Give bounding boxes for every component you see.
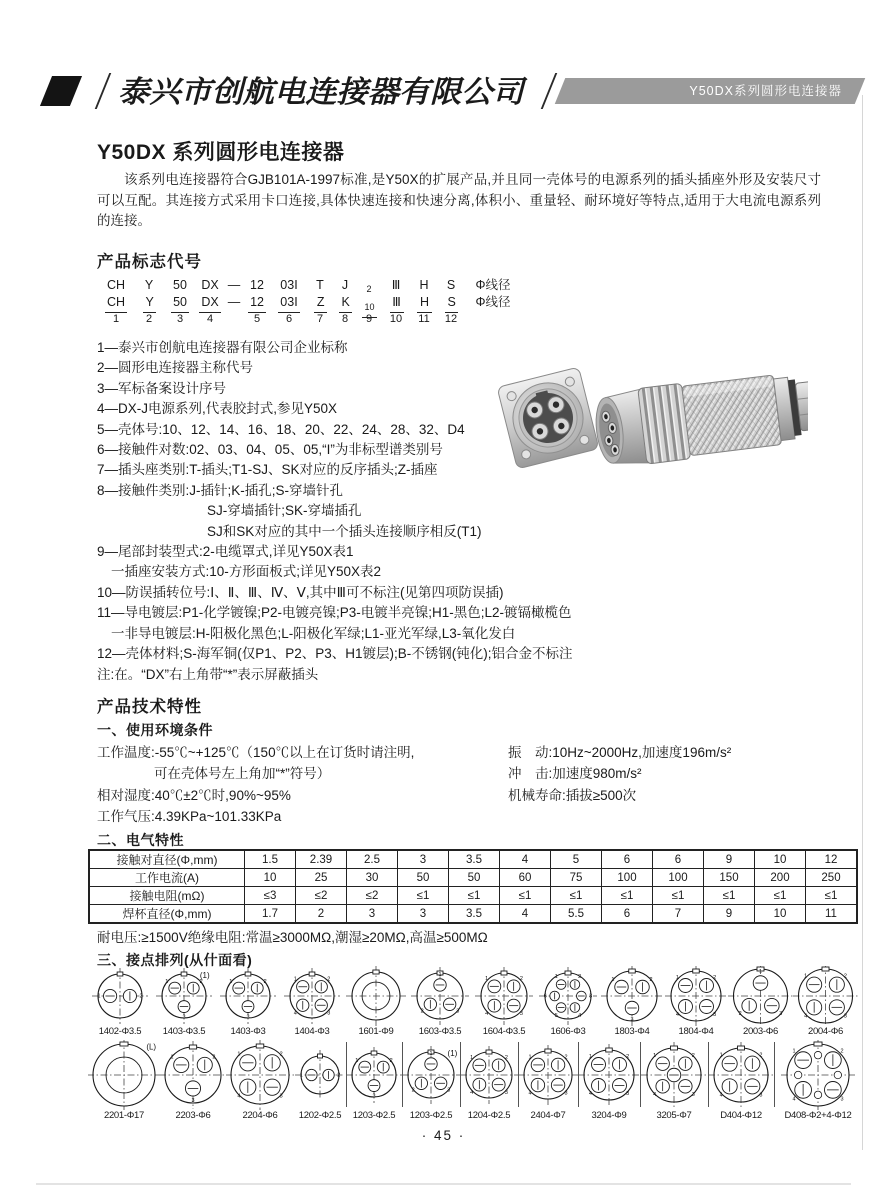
svg-text:3: 3 <box>504 1089 508 1096</box>
table-cell: 6 <box>602 850 653 869</box>
env-conditions-heading: 一、使用环境条件 <box>97 722 213 738</box>
svg-text:5: 5 <box>554 1013 558 1020</box>
legend-line: 一非导电镀层:H-阳极化黑色;L-阳极化军绿;L1-亚光军绿,L3-氧化发白 <box>111 625 516 641</box>
svg-text:2: 2 <box>626 1053 630 1060</box>
svg-text:(1): (1) <box>199 970 210 980</box>
contact-arrangement-icon <box>408 966 472 1026</box>
legend-line: 一插座安装方式:10-方形面板式;详见Y50X表2 <box>111 564 382 580</box>
table-cell: ≤1 <box>398 887 449 905</box>
table-cell: 2 <box>296 905 347 924</box>
contact-arrangement-icon <box>793 966 858 1026</box>
svg-text:3: 3 <box>843 1013 847 1020</box>
svg-text:2: 2 <box>840 1048 844 1055</box>
svg-text:(1): (1) <box>447 1049 458 1059</box>
header-slant-line-left <box>95 73 112 109</box>
table-cell: 6 <box>653 850 704 869</box>
table-cell: 6 <box>602 905 653 924</box>
svg-text:1: 1 <box>675 974 679 981</box>
svg-text:3: 3 <box>564 1090 568 1097</box>
table-cell: 150 <box>704 869 755 887</box>
svg-text:2: 2 <box>263 978 267 985</box>
table-cell: ≤1 <box>551 887 602 905</box>
electrical-characteristics-table <box>88 849 858 924</box>
svg-text:4: 4 <box>293 1010 297 1017</box>
table-cell: ≤1 <box>449 887 500 905</box>
table-row <box>89 869 857 887</box>
env-line: 相对湿度:40℃±2℃时,90%~95% <box>97 787 291 803</box>
contact-arrangement-icon <box>708 1040 774 1110</box>
contact-diagram-label: 3204-Φ9 <box>591 1110 627 1121</box>
table-cell: 9 <box>704 905 755 924</box>
code-column: DX DX 4 <box>201 278 219 325</box>
contact-diagram <box>226 1040 294 1121</box>
env-line: 冲 击:加速度980m/s² <box>508 766 642 782</box>
env-line: 工作温度:-55℃~+125℃（150℃以上在订货时请注明, <box>97 745 415 760</box>
contact-diagram <box>664 966 728 1037</box>
legend-line: 12—壳体材料;S-海军铜(仅P1、P2、P3、H1镀层);B-不锈钢(钝化);铝合金不标注 <box>97 646 573 662</box>
marking-section-heading: 产品标志代号 <box>97 253 202 271</box>
contact-diagram <box>346 1040 402 1121</box>
svg-text:3: 3 <box>519 1010 523 1017</box>
contact-diagram <box>774 1040 862 1121</box>
svg-text:3: 3 <box>447 1087 451 1094</box>
page-number: · 45 · <box>421 1128 466 1143</box>
intro-paragraph: 该系列电连接器符合GJB101A-1997标准,是Y50X的扩展产品,并且同一壳体号的电源系列的插头插座外形及安装尺寸可以互配。其连接方式采用卡口连接,具体快速连接和快速分离,体积小、重量轻、耐环境好等特点,适用于大电流电源系列的连接。 <box>97 172 821 228</box>
table-cell: 3 <box>398 850 449 869</box>
contact-diagram-label: 1803-Φ4 <box>614 1026 650 1037</box>
legend-line: 8—接触件类别:J-插针;K-插孔;S-穿墙针孔 <box>97 482 344 498</box>
contact-diagram <box>294 1040 346 1121</box>
table-cell: 11 <box>806 905 858 924</box>
contact-diagram-label: 1604-Φ3.5 <box>482 1026 526 1037</box>
table-cell: 10 <box>245 869 296 887</box>
svg-text:3: 3 <box>246 1014 250 1021</box>
table-cell: ≤1 <box>755 887 806 905</box>
contact-arrangement-icon <box>640 1040 708 1110</box>
code-column: Φ线径 Φ线径 <box>475 278 511 309</box>
contact-arrangement-icon <box>88 966 152 1026</box>
contact-diagram-label: 2201-Φ17 <box>103 1110 145 1121</box>
svg-text:2: 2 <box>691 1053 695 1060</box>
svg-text:3: 3 <box>713 1012 717 1019</box>
env-line: 工作气压:4.39KPa~101.33KPa <box>97 808 282 824</box>
table-cell: 50 <box>398 869 449 887</box>
svg-text:3: 3 <box>626 1091 630 1098</box>
svg-text:4: 4 <box>470 1089 474 1096</box>
electrical-heading: 二、电气特性 <box>97 832 184 848</box>
contact-diagram-label: 1203-Φ2.5 <box>409 1110 453 1121</box>
contact-diagram <box>88 1040 160 1121</box>
table-cell: 4 <box>500 850 551 869</box>
svg-text:2: 2 <box>738 1010 742 1017</box>
table-cell: 50 <box>449 869 500 887</box>
contact-arrangement-icon <box>518 1040 578 1110</box>
scan-edge-bottom <box>36 1183 851 1185</box>
svg-text:4: 4 <box>675 1012 679 1019</box>
code-column: 2 10 9 <box>357 277 381 326</box>
table-cell: ≤1 <box>704 887 755 905</box>
svg-text:1: 1 <box>165 978 169 985</box>
contact-diagram <box>600 966 664 1037</box>
code-column: 03I 03I 6 <box>280 278 298 325</box>
withstand-voltage-note: 耐电压:≥1500V绝缘电阻:常温≥3000MΩ,潮湿≥20MΩ,高温≥500MΩ <box>97 930 488 945</box>
contact-arrangement-icon <box>578 1040 640 1110</box>
contact-diagram <box>640 1040 708 1121</box>
table-cell: 100 <box>602 869 653 887</box>
contact-arrangement-icon <box>344 966 408 1026</box>
table-cell: 4 <box>500 905 551 924</box>
svg-text:2: 2 <box>337 1072 341 1079</box>
contact-arrangement-icon <box>460 1040 518 1110</box>
svg-text:3: 3 <box>191 1098 195 1104</box>
env-line: 可在壳体号左上角加“*”符号） <box>154 766 331 782</box>
marking-code-diagram <box>99 277 521 326</box>
contact-arrangement-icon <box>160 1040 226 1110</box>
svg-text:4: 4 <box>719 1092 723 1099</box>
contact-diagram <box>472 966 536 1037</box>
contact-diagram-label: 2203-Φ6 <box>175 1110 211 1121</box>
contact-arrangement-icon <box>280 966 344 1026</box>
svg-text:1: 1 <box>485 976 489 983</box>
table-cell: 250 <box>806 869 858 887</box>
svg-text:3: 3 <box>691 1091 695 1098</box>
contact-arrangement-icon <box>600 966 664 1026</box>
legend-line: 9—尾部封装型式:2-电缆罩式,详见Y50X表1 <box>97 544 354 560</box>
contact-diagram <box>518 1040 578 1121</box>
svg-text:2: 2 <box>843 973 847 980</box>
table-cell: 2.39 <box>296 850 347 869</box>
env-conditions-right <box>508 742 731 806</box>
svg-text:1: 1 <box>758 968 763 975</box>
table-cell: 3.5 <box>449 850 500 869</box>
svg-text:1: 1 <box>299 1072 303 1079</box>
svg-text:2: 2 <box>564 1054 568 1061</box>
table-cell: 100 <box>653 869 704 887</box>
svg-text:4: 4 <box>237 1093 241 1100</box>
contact-diagram-label: 1402-Φ3.5 <box>98 1026 142 1037</box>
table-cell: 25 <box>296 869 347 887</box>
contact-diagram <box>708 1040 774 1121</box>
contact-diagram <box>460 1040 518 1121</box>
code-column: CH CH 1 <box>106 278 126 325</box>
contact-diagram-label: 1403-Φ3 <box>230 1026 266 1037</box>
svg-text:2: 2 <box>649 977 653 984</box>
contact-diagram <box>728 966 793 1037</box>
table-row <box>89 905 857 924</box>
legend-line: 2—圆形电连接器主称代号 <box>97 360 254 376</box>
row-label: 焊杯直径(Φ,mm) <box>89 905 245 924</box>
contact-diagram-label: 1404-Φ3 <box>294 1026 330 1037</box>
contact-arrangement-icon <box>346 1040 402 1110</box>
svg-text:1: 1 <box>653 1053 657 1060</box>
table-cell: 3.5 <box>449 905 500 924</box>
svg-text:1: 1 <box>429 1050 433 1057</box>
contact-diagram-label: D408-Φ2+4-Φ12 <box>784 1110 852 1121</box>
svg-text:1: 1 <box>792 1048 796 1055</box>
svg-text:1: 1 <box>237 1051 241 1058</box>
tech-section-heading: 产品技术特性 <box>97 698 202 716</box>
row-label: 接触电阻(mΩ) <box>89 887 245 905</box>
contact-arrangement-icon <box>88 1040 160 1110</box>
legend-line: 1—泰兴市创航电连接器有限公司企业标称 <box>97 340 348 355</box>
table-cell: ≤1 <box>500 887 551 905</box>
env-conditions-left <box>97 742 414 827</box>
svg-text:2: 2 <box>759 1052 763 1059</box>
svg-text:1: 1 <box>611 977 615 984</box>
svg-text:2: 2 <box>504 1055 508 1062</box>
table-cell: 30 <box>347 869 398 887</box>
table-cell: 75 <box>551 869 602 887</box>
svg-text:4: 4 <box>653 1091 657 1098</box>
svg-text:1: 1 <box>293 976 297 983</box>
svg-text:2: 2 <box>212 1054 216 1061</box>
table-cell: ≤3 <box>245 887 296 905</box>
contact-diagram <box>578 1040 640 1121</box>
svg-text:1: 1 <box>470 1055 474 1062</box>
legend-line: 3—军标备案设计序号 <box>97 380 227 396</box>
contact-arrangement-icon <box>294 1040 346 1110</box>
svg-text:4: 4 <box>792 1096 796 1103</box>
svg-text:3: 3 <box>840 1096 844 1103</box>
table-cell: 3 <box>347 905 398 924</box>
contact-diagram-label: 2404-Φ7 <box>530 1110 566 1121</box>
code-column: Ⅲ Ⅲ 10 <box>389 278 403 325</box>
code-column: Y Y 2 <box>133 277 165 326</box>
svg-text:4: 4 <box>485 1010 489 1017</box>
svg-text:1: 1 <box>554 973 558 980</box>
contact-diagram <box>344 966 408 1037</box>
svg-text:4: 4 <box>528 1090 532 1097</box>
contact-arrangement-icon <box>402 1040 460 1110</box>
contact-diagram-label: 1606-Φ3 <box>550 1026 586 1037</box>
contact-diagram <box>152 966 216 1037</box>
connector-photo-illustration <box>476 350 808 490</box>
contact-diagram <box>216 966 280 1037</box>
code-column: 12 12 5 <box>243 277 271 326</box>
svg-text:2: 2 <box>420 1008 424 1015</box>
series-badge: Y50DX系列圆形电连接器 <box>689 84 842 98</box>
plug-photo <box>592 367 808 470</box>
receptacle-photo <box>497 367 599 469</box>
contact-arrangement-icon <box>152 966 216 1026</box>
contact-diagram-label: 1204-Φ2.5 <box>467 1110 511 1121</box>
svg-text:2: 2 <box>411 1087 415 1094</box>
contact-diagram <box>88 966 152 1037</box>
contact-diagrams-row1 <box>88 966 858 1037</box>
contact-diagram <box>408 966 472 1037</box>
svg-text:3: 3 <box>589 993 593 1000</box>
svg-text:2: 2 <box>519 976 523 983</box>
code-column: T Z 7 <box>307 277 333 326</box>
svg-text:1: 1 <box>229 978 233 985</box>
contact-diagram-label: 1403-Φ3.5 <box>162 1026 206 1037</box>
contact-arrangement-icon <box>536 966 600 1026</box>
legend-line: 11—导电镀层:P1-化学镀镍;P2-电镀亮镍;P3-电镀半亮镍;H1-黑色;L2-镀镉橄榄色 <box>97 605 572 621</box>
svg-text:2: 2 <box>139 993 143 1000</box>
svg-text:1: 1 <box>528 1054 532 1061</box>
svg-text:1: 1 <box>170 1054 174 1061</box>
table-cell: 3 <box>398 905 449 924</box>
legend-line: 4—DX-J电源系列,代表胶封式,参见Y50X <box>97 401 338 417</box>
contact-diagram-label: 1202-Φ2.5 <box>298 1110 342 1121</box>
table-cell: ≤2 <box>296 887 347 905</box>
company-name: 泰兴市创航电连接器有限公司 <box>118 76 524 109</box>
svg-text:3: 3 <box>372 1093 376 1100</box>
contact-diagrams-row2 <box>88 1040 862 1121</box>
svg-text:3: 3 <box>182 1014 186 1021</box>
page-header <box>40 76 862 109</box>
legend-line: SJ和SK对应的其中一个插头连接顺序相反(T1) <box>207 523 482 539</box>
code-column: — — <box>227 278 241 309</box>
svg-text:3: 3 <box>759 1092 763 1099</box>
svg-text:1: 1 <box>438 971 442 978</box>
contact-arrangement-icon <box>472 966 536 1026</box>
table-cell: 200 <box>755 869 806 887</box>
table-cell: 1.5 <box>245 850 296 869</box>
svg-text:2: 2 <box>389 1057 393 1064</box>
code-column: J K 8 <box>333 277 357 326</box>
page-title: Y50DX 系列圆形电连接器 <box>97 141 345 164</box>
contact-diagram-label: 3205-Φ7 <box>656 1110 692 1121</box>
contact-diagram-label: 1601-Φ9 <box>358 1026 394 1037</box>
code-column: 50 50 3 <box>165 277 195 326</box>
legend-line: 5—壳体号:10、12、14、16、18、20、22、24、28、32、D4 <box>97 421 465 437</box>
svg-text:1: 1 <box>588 1053 592 1060</box>
svg-text:1: 1 <box>804 973 808 980</box>
env-line: 振 动:10Hz~2000Hz,加速度196m/s² <box>508 745 732 760</box>
svg-text:(L): (L) <box>146 1042 157 1052</box>
contact-diagram-label: 2204-Φ6 <box>242 1110 278 1121</box>
contact-arrangement-icon <box>728 966 793 1026</box>
svg-text:2: 2 <box>279 1051 283 1058</box>
table-cell: 60 <box>500 869 551 887</box>
contact-diagram <box>536 966 600 1037</box>
svg-text:1: 1 <box>97 993 101 1000</box>
contact-arrangement-icon <box>774 1040 862 1110</box>
contact-diagram-label: D404-Φ12 <box>720 1110 762 1121</box>
svg-text:3: 3 <box>279 1093 283 1100</box>
table-cell: 1.7 <box>245 905 296 924</box>
svg-text:2: 2 <box>713 974 717 981</box>
legend-line: 10—防误插转位号:Ⅰ、Ⅱ、Ⅲ、Ⅳ、Ⅴ,其中Ⅲ可不标注(见第四项防误插) <box>97 584 504 600</box>
contact-diagram <box>402 1040 460 1121</box>
contact-diagram <box>280 966 344 1037</box>
legend-line: 7—插头座类别:T-插头;T1-SJ、SK对应的反序插头;Z-插座 <box>97 462 438 478</box>
contact-diagram-label: 1603-Φ3.5 <box>418 1026 462 1037</box>
table-cell: 10 <box>755 850 806 869</box>
table-row <box>89 850 857 869</box>
contact-diagram-label: 2004-Φ6 <box>807 1026 844 1037</box>
table-cell: ≤1 <box>602 887 653 905</box>
table-cell: ≤1 <box>653 887 704 905</box>
contact-arrangement-icon <box>226 1040 294 1110</box>
svg-text:4: 4 <box>578 1013 582 1020</box>
svg-text:2: 2 <box>578 973 582 980</box>
contact-diagram <box>793 966 858 1037</box>
contact-arrangement-icon <box>664 966 728 1026</box>
table-cell: 5 <box>551 850 602 869</box>
svg-text:1: 1 <box>719 1052 723 1059</box>
env-line: 机械寿命:插拔≥500次 <box>508 787 637 803</box>
table-row <box>89 887 857 905</box>
contact-diagram-label: 1804-Φ4 <box>678 1026 714 1037</box>
header-wedge-decoration <box>40 76 82 106</box>
table-cell: ≤1 <box>806 887 858 905</box>
svg-text:3: 3 <box>630 1016 634 1023</box>
svg-text:3: 3 <box>327 1010 331 1017</box>
legend-line: 注:在。“DX”右上角带“*”表示屏蔽插头 <box>97 666 319 682</box>
row-label: 工作电流(A) <box>89 869 245 887</box>
row-label: 接触对直径(Φ,mm) <box>89 850 245 869</box>
svg-text:2: 2 <box>327 976 331 983</box>
svg-text:1: 1 <box>355 1057 359 1064</box>
legend-line: 6—接触件对数:02、03、04、05、05,“I”为非标型谱类别号 <box>97 442 443 458</box>
svg-text:3: 3 <box>779 1010 783 1017</box>
code-column: S S 12 <box>444 278 458 325</box>
table-cell: 10 <box>755 905 806 924</box>
svg-text:6: 6 <box>543 993 547 1000</box>
contact-arrangement-icon <box>216 966 280 1026</box>
table-cell: 7 <box>653 905 704 924</box>
scan-edge-right <box>862 95 863 1150</box>
contact-diagram <box>160 1040 226 1121</box>
svg-text:3: 3 <box>456 1008 460 1015</box>
svg-text:4: 4 <box>588 1091 592 1098</box>
contact-arrangement-heading: 三、接点排列(从什面看) <box>97 952 253 968</box>
table-cell: 9 <box>704 850 755 869</box>
code-column: H H 11 <box>418 278 430 325</box>
table-cell: 2.5 <box>347 850 398 869</box>
svg-text:2: 2 <box>199 978 203 985</box>
product-photo <box>476 350 808 495</box>
contact-diagram-label: 1203-Φ2.5 <box>352 1110 396 1121</box>
table-cell: 12 <box>806 850 858 869</box>
contact-diagram-label: 2003-Φ6 <box>742 1026 779 1037</box>
table-cell: 5.5 <box>551 905 602 924</box>
table-cell: ≤2 <box>347 887 398 905</box>
legend-line: SJ-穿墙插针;SK-穿墙插孔 <box>207 503 362 519</box>
svg-text:4: 4 <box>804 1013 808 1020</box>
